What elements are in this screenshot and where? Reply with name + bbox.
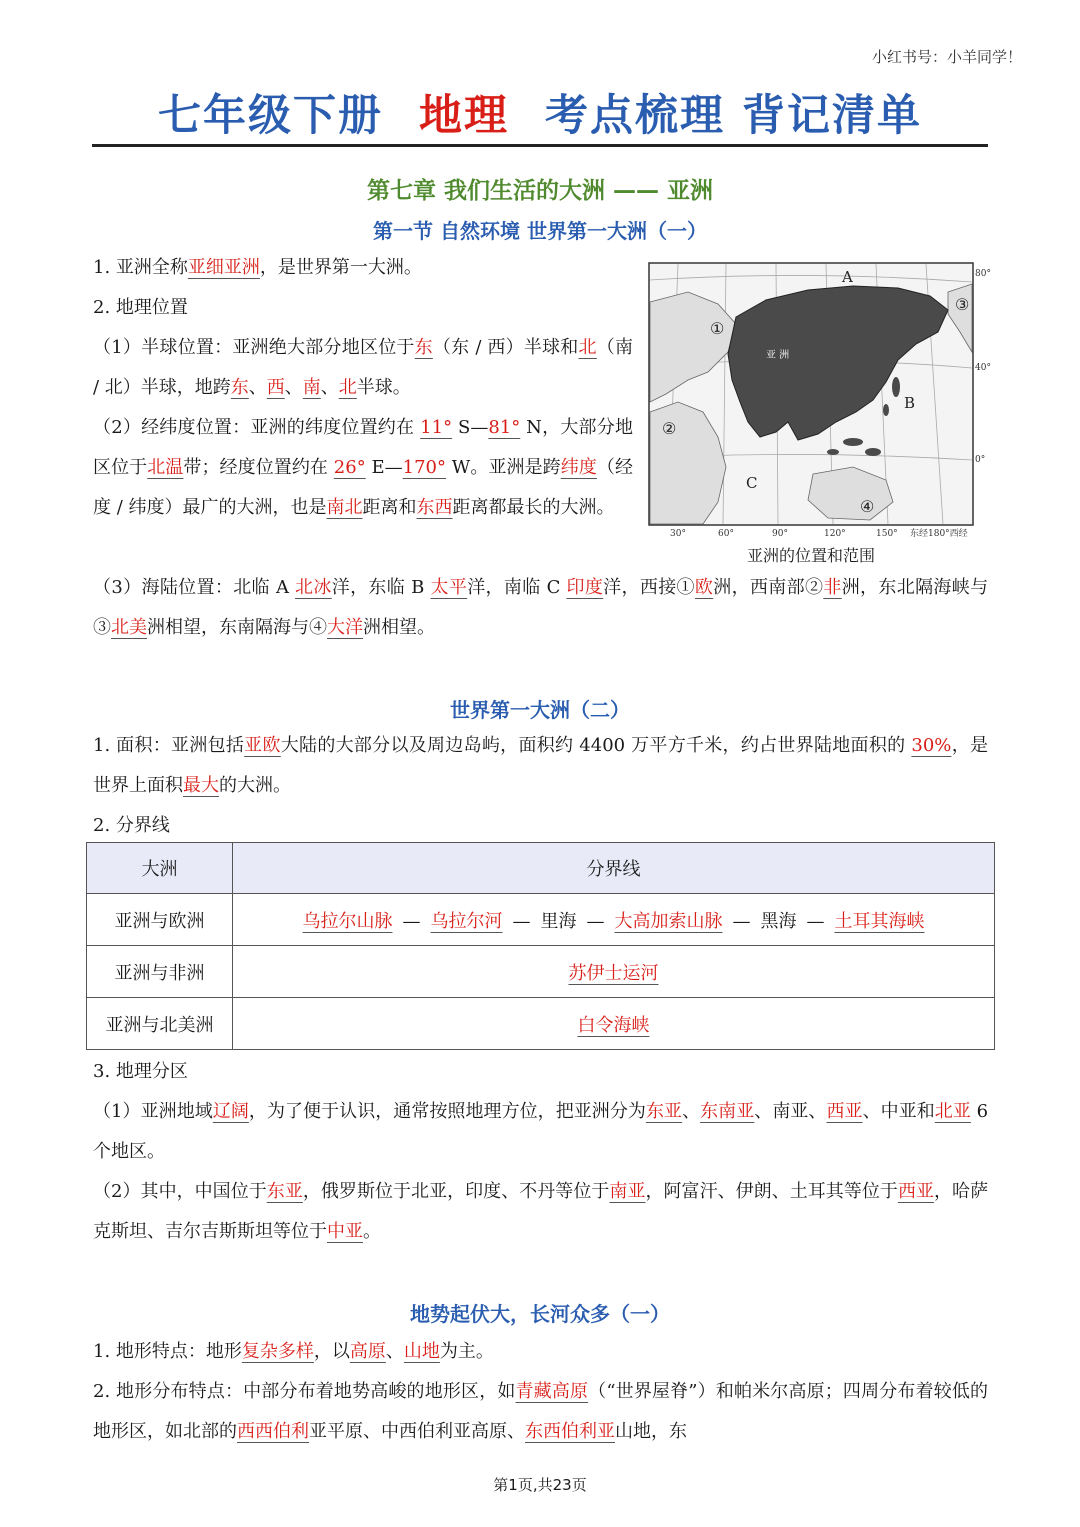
- plain-text: 大陆的大部分以及周边岛屿，面积约 4400 万平方千米，约占世界陆地面积的: [280, 735, 912, 756]
- separator-dash: —: [586, 910, 605, 932]
- plain-text: （2）其中，中国位于: [93, 1181, 267, 1202]
- answer-text: 复杂多样: [241, 1341, 314, 1362]
- answer-text: 南北: [326, 497, 363, 518]
- plain-text: 洋，东临 B: [331, 577, 431, 598]
- paragraph: [93, 568, 988, 648]
- map-lat-40: 40°: [975, 363, 991, 373]
- map-circle-3: ③: [955, 295, 970, 314]
- answer-text: 青藏高原: [515, 1381, 589, 1402]
- plain-text: 黑海: [760, 910, 797, 932]
- plain-text: 2. 地形分布特点：中部分布着地势高峻的地形区，如: [93, 1381, 516, 1402]
- answer-text: 南: [302, 377, 321, 398]
- page-title: [92, 88, 988, 147]
- answer-text: 东亚: [645, 1101, 683, 1122]
- plain-text: （“世界屋脊”）和帕米尔高原；四周分布着较低的地形区，如北部的: [93, 1381, 989, 1442]
- plain-text: 、: [385, 1341, 404, 1362]
- plain-text: 1. 地形特点：地形: [93, 1341, 242, 1362]
- plain-text: （南 / 北）半球，地跨: [93, 337, 633, 398]
- map-lon-30: 30°: [670, 529, 686, 539]
- paragraph: [93, 328, 633, 408]
- answer-text: 东亚: [266, 1181, 303, 1202]
- answer-text: 辽阔: [212, 1101, 249, 1122]
- answer-text: 81°: [488, 417, 521, 438]
- map-lon-150: 150°: [876, 529, 898, 539]
- map-lon-90: 90°: [772, 529, 788, 539]
- answer-text: 30%: [911, 735, 952, 756]
- plain-text: 。: [363, 1221, 381, 1242]
- plain-text: 距离都最长的大洲。: [452, 497, 615, 518]
- plain-text: 距离和: [362, 497, 417, 518]
- answer-text: 大高加索山脉: [614, 910, 723, 932]
- table-row: [87, 998, 995, 1050]
- paragraph: [93, 288, 188, 328]
- answer-text: 东南亚: [700, 1101, 755, 1122]
- answer-text: 北冰: [295, 577, 332, 598]
- map-asia-label: 亚 洲: [766, 350, 790, 361]
- answer-text: 山地: [403, 1341, 440, 1362]
- answer-text: 中亚: [327, 1221, 363, 1242]
- answer-text: 西亚: [897, 1181, 935, 1202]
- answer-text: 乌拉尔山脉: [302, 910, 393, 932]
- paragraph: [93, 408, 633, 528]
- answer-text: 西西伯利: [237, 1421, 309, 1442]
- plain-text: （2）经纬度位置：亚洲的纬度位置约在: [93, 417, 421, 438]
- separator-dash: —: [732, 910, 751, 932]
- answer-text: 北温: [147, 457, 184, 478]
- plain-text: N，大部分地区位于: [93, 417, 633, 478]
- plain-text: 、: [248, 377, 267, 398]
- plain-text: 1. 亚洲全称: [93, 257, 188, 278]
- map-letter-a: A: [842, 268, 853, 286]
- plain-text: 山地，东: [615, 1421, 687, 1442]
- plain-text: 、: [284, 377, 303, 398]
- section-heading-2: 世界第一大洲（二）: [450, 698, 630, 722]
- plain-text: 的大洲。: [219, 775, 291, 796]
- table-cell-boundary: [233, 998, 995, 1050]
- answer-text: 东西: [416, 497, 453, 518]
- plain-text: 洲相望。: [363, 617, 435, 638]
- plain-text: 1. 面积：亚洲包括: [93, 735, 245, 756]
- map-circle-2: ②: [662, 419, 677, 438]
- table-cell-continent: 亚洲与欧洲: [87, 894, 233, 946]
- answer-text: 苏伊士运河: [568, 962, 659, 984]
- plain-text: ，哈萨克斯坦、吉尔吉斯斯坦等位于: [93, 1181, 989, 1242]
- plain-text: 2. 分界线: [93, 815, 170, 836]
- watermark-note: 小红书号：小羊同学！: [871, 48, 1022, 66]
- paragraph: [93, 726, 988, 806]
- plain-text: 洋，南临 C: [467, 577, 567, 598]
- plain-text: ，以: [313, 1341, 350, 1362]
- plain-text: 、: [682, 1101, 701, 1122]
- table-cell-continent: 亚洲与北美洲: [87, 998, 233, 1050]
- map-lon-60: 60°: [718, 529, 734, 539]
- table-header-row: [87, 843, 995, 894]
- title-topic: 考点梳理 背记清单: [545, 91, 922, 141]
- plain-text: 里海: [540, 910, 577, 932]
- answer-text: 土耳其海峡: [834, 910, 925, 932]
- answer-text: 26°: [333, 457, 366, 478]
- plain-text: 半球。: [356, 377, 411, 398]
- answer-text: 170°: [402, 457, 446, 478]
- plain-text: 洲相望，东南隔海与④: [147, 617, 327, 638]
- plain-text: E—: [365, 457, 403, 478]
- plain-text: 、中亚和: [862, 1101, 935, 1122]
- answer-text: 欧: [694, 577, 714, 598]
- answer-text: 东: [230, 377, 249, 398]
- map-caption: 亚洲的位置和范围: [746, 546, 875, 565]
- paragraph: [93, 1172, 988, 1252]
- table-header-boundary: 分界线: [233, 843, 995, 894]
- paragraph: [93, 806, 170, 846]
- answer-text: 东西伯利亚: [525, 1421, 615, 1442]
- plain-text: ，为了便于认识，通常按照地理方位，把亚洲分为: [248, 1101, 646, 1122]
- plain-text: 6 个地区。: [93, 1101, 989, 1162]
- plain-text: 洲，东北隔海峡与③: [93, 577, 989, 638]
- plain-text: 为主。: [439, 1341, 494, 1362]
- plain-text: 、南亚、: [754, 1101, 827, 1122]
- answer-text: 最大: [183, 775, 219, 796]
- plain-text: S—: [452, 417, 489, 438]
- plain-text: 洋，西接①: [603, 577, 695, 598]
- answer-text: 太平: [430, 577, 468, 598]
- answer-text: 北: [578, 337, 597, 358]
- separator-dash: —: [806, 910, 825, 932]
- chapter-heading: 第七章 我们生活的大洲 —— 亚洲: [366, 178, 714, 204]
- separator-dash: —: [512, 910, 531, 932]
- answer-text: 印度: [566, 577, 604, 598]
- table-row: [87, 894, 995, 946]
- plain-text: （1）亚洲地域: [93, 1101, 213, 1122]
- answer-text: 南亚: [609, 1181, 646, 1202]
- boundary-table: [86, 842, 995, 1050]
- title-grade: 七年级下册: [158, 91, 383, 141]
- table-cell-boundary: [233, 894, 995, 946]
- plain-text: W。亚洲是跨: [446, 457, 561, 478]
- answer-text: 白令海峡: [577, 1014, 650, 1036]
- answer-text: 11°: [420, 417, 453, 438]
- section-heading-1: 第一节 自然环境 世界第一大洲（一）: [373, 219, 707, 243]
- map-circle-1: ①: [710, 319, 725, 338]
- title-subject: 地理: [419, 91, 509, 141]
- plain-text: 、: [320, 377, 339, 398]
- map-circle-4: ④: [860, 497, 875, 516]
- answer-text: 北美: [111, 617, 147, 638]
- plain-text: 3. 地理分区: [93, 1061, 188, 1082]
- plain-text: 亚平原、中西伯利亚高原、: [309, 1421, 525, 1442]
- map-lat-80: 80°: [975, 269, 991, 279]
- table-cell-continent: 亚洲与非洲: [87, 946, 233, 998]
- plain-text: （3）海陆位置：北临 A: [93, 577, 296, 598]
- plain-text: ，是世界第一大洲。: [259, 257, 422, 278]
- map-lon-180: 东经180°西经: [910, 529, 968, 539]
- answer-text: 西亚: [826, 1101, 863, 1122]
- answer-text: 大洋: [327, 617, 363, 638]
- plain-text: ，俄罗斯位于北亚，印度、不丹等位于: [302, 1181, 610, 1202]
- map-letter-b: B: [904, 394, 916, 412]
- plain-text: 带；经度位置约在: [183, 457, 334, 478]
- plain-text: 2. 地理位置: [93, 297, 188, 318]
- answer-text: 乌拉尔河: [430, 910, 503, 932]
- plain-text: ，阿富汗、伊朗、土耳其等位于: [645, 1181, 898, 1202]
- paragraph: [93, 1052, 188, 1092]
- answer-text: 非: [823, 577, 842, 598]
- map-letter-c: C: [746, 474, 758, 492]
- table-row: [87, 946, 995, 998]
- table-cell-boundary: [233, 946, 995, 998]
- map-lat-0: 0°: [975, 455, 986, 465]
- plain-text: （1）半球位置：亚洲绝大部分地区位于: [93, 337, 415, 358]
- paragraph: [93, 1332, 988, 1372]
- answer-text: 西: [266, 377, 285, 398]
- plain-text: （东 / 西）半球和: [432, 337, 579, 358]
- paragraph: [93, 1372, 988, 1452]
- page-footer: 第1页,共23页: [493, 1476, 587, 1494]
- answer-text: 亚欧: [244, 735, 281, 756]
- table-header-continent: 大洲: [87, 843, 233, 894]
- plain-text: ，是世界上面积: [93, 735, 988, 796]
- separator-dash: —: [402, 910, 421, 932]
- plain-text: （经度 / 纬度）最广的大洲，也是: [93, 457, 633, 518]
- section-heading-3: 地势起伏大，长河众多（一）: [410, 1302, 670, 1326]
- answer-text: 高原: [349, 1341, 386, 1362]
- paragraph: [93, 1092, 988, 1172]
- plain-text: 洲，西南部②: [713, 577, 824, 598]
- answer-text: 亚细亚洲: [187, 257, 260, 278]
- paragraph: [93, 248, 422, 288]
- answer-text: 北: [338, 377, 357, 398]
- asia-map: [648, 262, 991, 540]
- answer-text: 纬度: [560, 457, 597, 478]
- answer-text: 东: [414, 337, 433, 358]
- map-lon-120: 120°: [824, 529, 846, 539]
- answer-text: 北亚: [934, 1101, 971, 1122]
